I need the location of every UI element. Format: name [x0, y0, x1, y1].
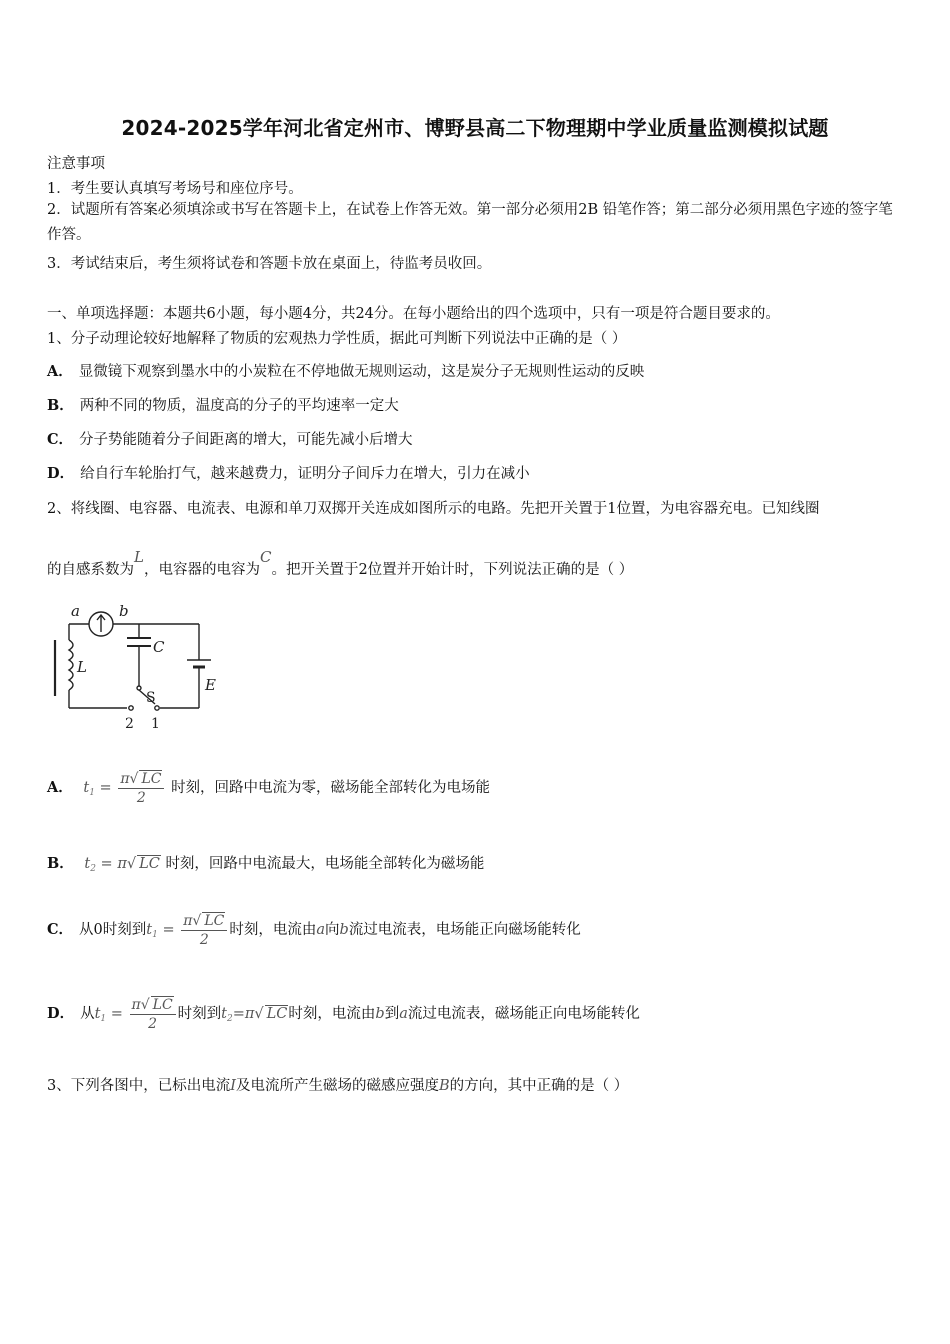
- math-subscript: 1: [152, 930, 158, 940]
- switch-terminal-1: [155, 706, 159, 710]
- label-capacitor: C: [153, 638, 165, 656]
- magnetic-field-symbol: B: [438, 1078, 450, 1094]
- question-2-option-a: [47, 770, 490, 806]
- label-switch: S: [146, 690, 156, 706]
- option-text: 时刻，电流由: [288, 1006, 376, 1022]
- option-text: 分子势能随着分子间距离的增大，可能先减小后增大: [79, 432, 413, 448]
- option-text: 从0时刻到: [79, 922, 147, 938]
- fraction: $\frac{\pi√ LC}{2}$: [181, 912, 227, 948]
- notice-heading: 注意事项: [47, 156, 105, 172]
- question-2-stem-line-1: 2、将线圈、电容器、电流表、电源和单刀双掷开关连成如图所示的电路。先把开关置于1位置，为电容器充电。已知线圈: [47, 501, 820, 517]
- option-text: 流过电流表，磁场能正向电场能转化: [407, 1006, 640, 1022]
- option-letter: C．: [47, 431, 74, 448]
- option-letter: A．: [47, 363, 73, 380]
- option-letter: D．: [47, 1005, 75, 1022]
- option-text: 从: [80, 1006, 95, 1022]
- notice-item-3: 3．考试结束后，考生须将试卷和答题卡放在桌面上，待监考员收回。: [47, 256, 492, 272]
- notice-item-1: 1．考生要认真填写考场号和座位序号。: [47, 181, 303, 197]
- math-pi: π: [117, 856, 127, 872]
- notice-item-2: 2．试题所有答案必须填涂或书写在答题卡上，在试卷上作答无效。第一部分必须用2B 铅笔作答；第二部分必须用黑色字迹的签字笔作答。: [47, 202, 893, 243]
- option-text: 显微镜下观察到墨水中的小炭粒在不停地做无规则运动，这是炭分子无规则性运动的反映: [78, 364, 645, 380]
- math-subscript: 2: [226, 1014, 233, 1024]
- question-1-option-c: [47, 428, 413, 449]
- math-equals: =: [162, 922, 175, 938]
- option-letter: B．: [47, 855, 74, 872]
- math-pi: π: [131, 997, 141, 1013]
- math-point-b: b: [339, 922, 349, 938]
- capacitance-symbol: C: [259, 548, 272, 566]
- math-pi: π: [120, 771, 130, 787]
- inductance-symbol: L: [134, 548, 144, 566]
- option-text: 时刻到: [177, 1006, 222, 1022]
- math-t: t: [83, 780, 90, 796]
- stem-text: 的方向，其中正确的是（ ）: [449, 1078, 629, 1094]
- option-letter: A．: [47, 779, 73, 796]
- math-t: t: [221, 1006, 227, 1022]
- math-point-a: a: [399, 1006, 408, 1022]
- math-lc: LC: [139, 856, 160, 872]
- math-subscript: 1: [89, 788, 95, 798]
- question-1-option-d: [47, 462, 530, 483]
- question-1-option-a: [47, 360, 644, 381]
- label-terminal-2: 2: [125, 716, 134, 732]
- label-battery: E: [205, 676, 216, 694]
- lc-circuit-diagram: [47, 600, 237, 735]
- option-text: 时刻，回路中电流为零，磁场能全部转化为电场能: [171, 780, 491, 796]
- question-2-stem-line-2: [47, 548, 634, 579]
- stem-text: 及电流所产生磁场的磁感应强度: [235, 1078, 439, 1094]
- math-lc: LC: [152, 997, 173, 1013]
- label-inductor: L: [77, 658, 87, 676]
- option-text: 时刻，回路中电流最大，电场能全部转化为磁场能: [165, 856, 485, 872]
- option-text: 向: [325, 922, 340, 938]
- label-terminal-1: 1: [151, 716, 160, 732]
- math-lc: LC: [266, 1006, 288, 1022]
- section-heading: 一、单项选择题：本题共6小题，每小题4分，共24分。在每小题给出的四个选项中，只有一项是符合题目要求的。: [47, 306, 780, 322]
- question-2-option-d: D． 从$t_1$ = $\frac{\pi√ LC}{2}$ 时刻到$t_2=\pi√$ LC时刻，电流由b到a流过电流表，磁场能正向电场能转化: [47, 997, 640, 1032]
- math-pi: π: [183, 913, 193, 929]
- math-equals: =: [232, 1006, 245, 1022]
- math-subscript: 1: [100, 1014, 107, 1024]
- math-t: t: [84, 856, 91, 872]
- option-letter: C．: [47, 921, 74, 938]
- page-title: 2024-2025学年河北省定州市、博野县高二下物理期中学业质量监测模拟试题: [121, 116, 829, 140]
- option-text: 时刻，电流由: [229, 922, 317, 938]
- switch-terminal-2: [129, 706, 133, 710]
- fraction: $\frac{\pi√ LC}{2}$: [118, 770, 164, 806]
- option-letter: D．: [47, 465, 75, 482]
- question-2-option-b: B． $t_2 = \pi√$ LC 时刻，回路中电流最大，电场能全部转化为磁场能: [47, 855, 485, 874]
- question-1-option-b: [47, 394, 399, 415]
- label-a: a: [71, 602, 80, 620]
- label-b: b: [119, 602, 129, 620]
- option-text: 给自行车轮胎打气，越来越费力，证明分子间斥力在增大，引力在减小: [80, 466, 530, 482]
- switch-pivot: [137, 686, 141, 690]
- current-symbol: I: [230, 1078, 236, 1094]
- math-t: t: [146, 922, 153, 938]
- option-text: 两种不同的物质，温度高的分子的平均速率一定大: [79, 398, 399, 414]
- math-equals: =: [99, 780, 112, 796]
- stem-text: 3、下列各图中，已标出电流: [47, 1078, 231, 1094]
- math-denominator: 2: [199, 932, 209, 948]
- math-point-a: a: [316, 922, 326, 938]
- question-1-stem: 1、分子动理论较好地解释了物质的宏观热力学性质，据此可判断下列说法中正确的是（ ）: [47, 331, 627, 347]
- math-equals: =: [100, 856, 113, 872]
- option-letter: B．: [47, 397, 74, 414]
- inductor-coil-icon: [69, 640, 73, 690]
- math-pi: π: [244, 1006, 255, 1022]
- option-text: 流过电流表，电场能正向磁场能转化: [348, 922, 581, 938]
- option-text: 到: [384, 1006, 400, 1022]
- math-lc: LC: [141, 771, 162, 787]
- math-subscript: 2: [90, 864, 96, 874]
- math-lc: LC: [204, 913, 225, 929]
- math-denominator: 2: [148, 1016, 158, 1032]
- stem-text: 。把开关置于2位置并开始计时，下列说法正确的是（ ）: [271, 562, 634, 578]
- stem-text: 的自感系数为: [47, 562, 134, 578]
- question-3-stem: [47, 1074, 628, 1095]
- stem-text: ，电容器的电容为: [143, 562, 260, 578]
- question-2-option-c: [47, 912, 581, 948]
- math-denominator: 2: [136, 790, 146, 806]
- math-t: t: [94, 1006, 101, 1022]
- math-equals: =: [110, 1006, 123, 1022]
- fraction: $\frac{\pi√ LC}{2}$: [130, 996, 176, 1032]
- math-point-b: b: [375, 1006, 385, 1022]
